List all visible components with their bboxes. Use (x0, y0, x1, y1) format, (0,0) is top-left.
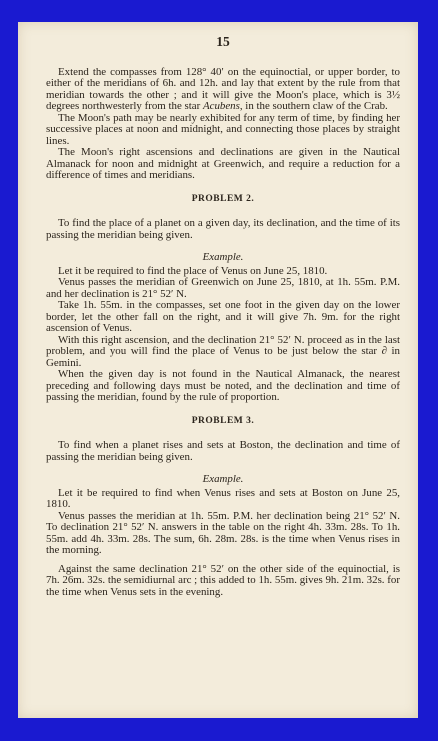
paragraph-compasses-part1: Extend the compasses from 128° 40′ on the equinoctial, or upper border, to either of the meridians of 6h. and 12h. and lay that extent by the rule from that meridian towards the other ; and it will give the Moon's place, which is 3 (46, 65, 400, 101)
problem-2-heading: PROBLEM 2. (191, 193, 255, 204)
page-text (46, 36, 400, 598)
star-name: Acubens (202, 100, 240, 112)
problem-2-paragraph: Venus passes the meridian of Greenwich on June 25, 1810, at 1h. 55m. P.M. and her declination is 21° 52′ N. (46, 276, 400, 300)
paragraph-moon-ascensions: The Moon's right ascensions and declinations are given in the Nautical Almanack for noon and midnight at Greenwich, and require a reduction for a difference of times and meridians. (46, 146, 400, 181)
problem-3-example-label: Example. (202, 473, 244, 485)
problem-3-paragraph: Venus passes the meridian at 1h. 55m. P.M. her declination being 21° 52′ N. To declination 21° 52′ N. answers in the table on the right 4h. 33m. 28s. To 1h. 55m. add 4h. 33m. 28s. The sum, 6h. 28m. 28s. is the time when Venus rises in the morning. (46, 509, 400, 556)
fraction-half: ½ (391, 88, 400, 101)
book-page (18, 22, 418, 718)
problem-2-paragraph: When the given day is not found in the Nautical Almanack, the nearest preceding and following days must be noted, and the declination and time of passing the meridian, found by the rule of proportion. (46, 368, 400, 403)
problem-3-heading: PROBLEM 3. (191, 415, 255, 426)
problem-2-paragraph: Let it be required to find the place of Venus on June 25, 1810. (58, 264, 328, 277)
problem-2-paragraph: With this right ascension, and the declination 21° 52′ N. proceed as in the last problem, and you will find the place of Venus to be just below the star ∂ in Gemini. (46, 333, 400, 369)
problem-2-example-label: Example. (202, 251, 244, 263)
paragraph-compasses-part3: , in the southern claw of the Crab. (239, 100, 388, 112)
paragraph-moon-path: The Moon's path may be nearly exhibited for any term of time, by finding her successive places at noon and midnight, and connecting those places by straight lines. (46, 111, 400, 147)
problem-2-paragraph: Take 1h. 55m. in the compasses, set one foot in the given day on the lower border, let the other fall on the right, and it will give 7h. 9m. for the right ascension of Venus. (46, 299, 400, 334)
problem-2-statement: To find the place of a planet on a given day, its declination, and the time of its passing the meridian being given. (46, 217, 400, 241)
problem-3-paragraph: Against the same declination 21° 52′ on the other side of the equinoctial, is 7h. 26m. 32s. the semidiurnal arc ; this added to 1h. 55m. gives 9h. 21m. 32s. for the time when Venus sets in the evening. (46, 562, 400, 598)
paragraph-compasses (46, 67, 400, 113)
problem-3-statement: To find when a planet rises and sets at Boston, the declination and time of passing the meridian being given. (46, 439, 400, 463)
paragraph-compasses-part2: degrees northwesterly from the star (46, 100, 203, 112)
problem-3-paragraph: Let it be required to find when Venus rises and sets at Boston on June 25, 1810. (46, 486, 400, 510)
page-number: 15 (216, 34, 230, 49)
